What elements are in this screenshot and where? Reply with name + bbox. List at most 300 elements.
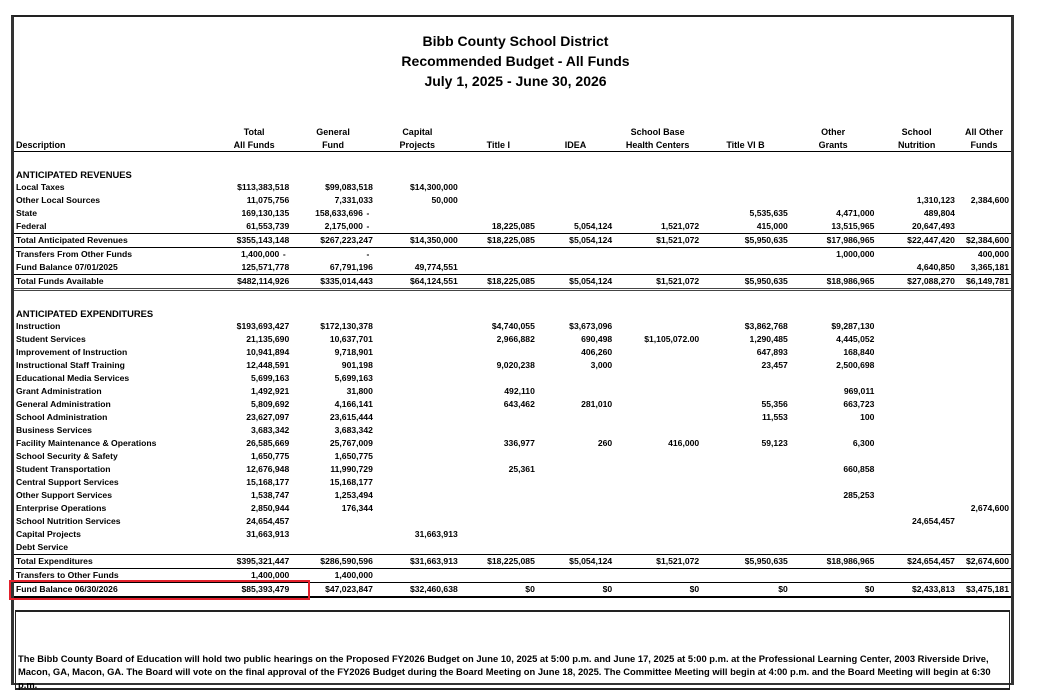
cell-value [876,220,957,234]
cell-value [537,346,614,359]
expenditure-row [14,450,1011,463]
cell-value [701,333,790,346]
cell-value [614,385,701,398]
row-label: Other Local Sources [16,195,101,205]
amount: $18,225,085 [487,556,535,566]
cell-value [375,424,460,437]
amount: 1,000,000 [836,249,875,259]
amount: 24,654,457 [246,516,290,526]
row-label: Enterprise Operations [16,503,107,513]
row-label: Transfers From Other Funds [14,248,217,262]
cell-value [790,476,877,489]
cell-value [957,320,1011,333]
cell-value [537,541,614,555]
column-header: Nutrition [897,140,936,150]
column-header-top: Capital [402,127,433,137]
cell-value [614,555,701,569]
cell-value [790,489,877,502]
cell-value [291,181,375,194]
amount: 1,521,072 [660,221,700,231]
cell-value [460,207,537,220]
amount: 492,110 [504,386,535,396]
cell-value [876,385,957,398]
amount: $31,663,913 [409,556,458,566]
cell-value [460,463,537,476]
amount: 2,500,698 [836,360,875,370]
cell-value [460,333,537,346]
amount: 400,000 [977,249,1009,259]
cell-value [375,541,460,555]
row-label: Improvement of Instruction [16,347,128,357]
amount: 15,168,177 [329,477,373,487]
cell-value [876,333,957,346]
cell-value [701,528,790,541]
expenditure-row [14,411,1011,424]
cell-value [790,411,877,424]
cell-value [790,248,877,262]
cell-value [375,437,460,450]
amount: $5,950,635 [744,235,788,245]
amount: 25,767,009 [329,438,373,448]
cell-value [291,275,375,290]
expenditure-row [14,333,1011,346]
amount: 11,553 [761,412,788,422]
amount: 10,941,894 [246,347,290,357]
column-header: Title VI B [726,140,765,150]
amount: 336,977 [503,438,535,448]
cell-value [876,275,957,290]
cell-value [217,261,291,275]
cell-value [957,583,1011,598]
cell-value [876,424,957,437]
row-label: Capital Projects [16,529,81,539]
cell-value [291,437,375,450]
cell-value [375,181,460,194]
cell-value [876,569,957,583]
cell-value [217,207,291,220]
amount: 406,260 [581,347,613,357]
amount: $1,521,072 [656,556,700,566]
cell-value [614,194,701,207]
cell-value [217,275,291,290]
amount: 31,800 [346,386,373,396]
amount: $99,083,518 [325,182,373,192]
cell-value [537,248,614,262]
cell-value [291,372,375,385]
cell-value [876,476,957,489]
revenue-row [14,194,1011,207]
column-header: Grants [818,140,848,150]
cell-value [460,275,537,290]
cell-value [701,411,790,424]
amount: $18,225,085 [487,235,535,245]
amount: 21,135,690 [246,334,290,344]
amount: 7,331,033 [334,195,373,205]
budget-table [14,125,1011,598]
cell-value [375,450,460,463]
row-label: Federal [16,221,47,231]
cell-value [460,424,537,437]
row-label: Debt Service [16,542,69,552]
cell-value [614,569,701,583]
cell-value [375,515,460,528]
amount: $335,014,443 [320,276,373,286]
table-header [14,125,1011,152]
cell-value [537,220,614,234]
amount: 3,365,181 [970,262,1009,272]
cell-value [790,181,877,194]
column-header-top [14,125,217,138]
dash-marker: - [282,249,286,259]
amount: 1,400,000 [251,570,290,580]
amount: 3,000 [590,360,613,370]
fund-balance-highlight [9,580,310,601]
cell-value [701,220,790,234]
transfers-in-row [14,248,1011,262]
cell-value [790,220,877,234]
amount: 168,840 [843,347,875,357]
amount: $5,054,124 [569,556,613,566]
expenditure-row [14,528,1011,541]
cell-value [537,234,614,248]
column-header-top: Total [243,127,265,137]
cell-value [291,541,375,555]
row-label: Central Support Services [16,477,119,487]
amount: 1,253,494 [334,490,373,500]
amount: $113,383,518 [237,182,290,192]
cell-value [375,569,460,583]
cell-value [537,437,614,450]
cell-value [614,275,701,290]
amount: 176,344 [341,503,373,513]
cell-value [957,502,1011,515]
amount: 415,000 [756,221,788,231]
cell-value [375,220,460,234]
cell-value [375,346,460,359]
cell-value [701,555,790,569]
cell-value [957,411,1011,424]
cell-value [957,346,1011,359]
cell-value [217,194,291,207]
cell-value [790,359,877,372]
amount: 1,310,123 [916,195,955,205]
expenditure-row [14,476,1011,489]
amount: $172,130,378 [320,321,373,331]
cell-value [291,346,375,359]
cell-value [957,181,1011,194]
row-label: Student Transportation [16,464,111,474]
row-label: Local Taxes [16,182,65,192]
cell-value [217,424,291,437]
amount: 55,356 [761,399,788,409]
amount: 15,168,177 [246,477,290,487]
cell-value [614,424,701,437]
cell-value [790,541,877,555]
cell-value [291,515,375,528]
cell-value [537,476,614,489]
amount: $4,740,055 [491,321,535,331]
cell-value [375,528,460,541]
cell-value [460,569,537,583]
cell-value [375,411,460,424]
cell-value [614,261,701,275]
cell-value [460,437,537,450]
cell-value [537,424,614,437]
cell-value [291,528,375,541]
row-label: Fund Balance 06/30/2026 [14,583,217,598]
cell-value [614,583,701,598]
cell-value [217,515,291,528]
opening-fund-balance-row [14,261,1011,275]
cell-value [537,569,614,583]
expenditure-row [14,437,1011,450]
cell-value [701,194,790,207]
amount: 260 [597,438,613,448]
cell-value [614,541,701,555]
row-label: School Security & Safety [16,451,118,461]
cell-value [876,502,957,515]
total-revenues-row [14,234,1011,248]
total-expenditures-row [14,555,1011,569]
cell-value [790,450,877,463]
cell-value [614,320,701,333]
amount: 13,515,965 [831,221,875,231]
cell-value [957,528,1011,541]
amount: 49,774,551 [414,262,458,272]
cell-value [460,261,537,275]
cell-value [291,359,375,372]
row-label: Business Services [16,425,92,435]
row-label: Total Anticipated Revenues [14,234,217,248]
section-heading: ANTICIPATED EXPENDITURES [16,308,154,319]
cell-value [876,181,957,194]
amount: 2,966,882 [496,334,535,344]
column-header-description: Description [16,140,66,150]
column-header-top: School Base [630,127,685,137]
amount: 1,538,747 [251,490,290,500]
cell-value [375,372,460,385]
cell-value [957,424,1011,437]
cell-value [614,463,701,476]
cell-value [460,346,537,359]
notice-box [15,610,1010,690]
cell-value [291,194,375,207]
cell-value [537,528,614,541]
cell-value [291,450,375,463]
cell-value [217,489,291,502]
amount: $85,393,479 [241,584,290,594]
column-header: Funds [970,140,998,150]
report-header [14,31,1017,91]
cell-value [291,411,375,424]
amount: $2,674,600 [965,556,1009,566]
cell-value [701,372,790,385]
column-header-top: School [901,127,932,137]
cell-value [375,333,460,346]
amount: $32,460,638 [409,584,458,594]
amount: 59,123 [761,438,788,448]
cell-value [957,569,1011,583]
amount: 1,650,775 [251,451,290,461]
expenditure-row [14,502,1011,515]
cell-value [614,502,701,515]
cell-value [701,502,790,515]
cell-value [375,476,460,489]
amount: 5,054,124 [573,221,613,231]
amount: 26,585,669 [246,438,290,448]
cell-value [375,489,460,502]
cell-value [614,234,701,248]
cell-value [957,359,1011,372]
cell-value [375,359,460,372]
amount: 25,361 [508,464,535,474]
row-label: Transfers to Other Funds [14,569,217,583]
cell-value [701,234,790,248]
cell-value [614,346,701,359]
row-label: General Administration [16,399,111,409]
cell-value [876,528,957,541]
cell-value [537,372,614,385]
fiscal-period: July 1, 2025 - June 30, 2026 [424,73,607,89]
cell-value [537,515,614,528]
cell-value [876,207,957,220]
cell-value [701,346,790,359]
cell-value [291,261,375,275]
cell-value [701,320,790,333]
revenue-row [14,220,1011,234]
cell-value [614,450,701,463]
cell-value [537,194,614,207]
row-label: Facility Maintenance & Operations [16,438,157,448]
cell-value [537,502,614,515]
cell-value [614,528,701,541]
cell-value [957,541,1011,555]
amount: 125,571,778 [241,262,290,272]
cell-value [957,220,1011,234]
cell-value [957,398,1011,411]
cell-value [701,359,790,372]
cell-value [291,220,375,234]
cell-value [614,207,701,220]
amount: $47,023,847 [325,584,373,594]
cell-value [217,437,291,450]
amount: 11,990,729 [330,464,373,474]
cell-value [291,385,375,398]
cell-value [537,207,614,220]
amount: $0 [602,584,613,594]
dash-marker: - [366,221,370,231]
cell-value [460,450,537,463]
cell-value [460,555,537,569]
cell-value [957,489,1011,502]
cell-value [876,411,957,424]
cell-value [957,555,1011,569]
cell-value [217,528,291,541]
cell-value [460,583,537,598]
cell-value [790,528,877,541]
amount: 67,791,196 [329,262,373,272]
cell-value [876,463,957,476]
cell-value [460,541,537,555]
cell-value [375,194,460,207]
row-label: Instructional Staff Training [16,360,125,370]
cell-value [790,372,877,385]
cell-value [701,261,790,275]
cell-value [217,450,291,463]
amount: 643,462 [503,399,535,409]
cell-value [790,275,877,290]
cell-value [701,385,790,398]
expenditure-row [14,372,1011,385]
cell-value [876,555,957,569]
cell-value [460,385,537,398]
cell-value [957,476,1011,489]
cell-value [701,515,790,528]
row-label: Total Funds Available [14,275,217,290]
amount: $286,590,596 [320,556,373,566]
cell-value [701,437,790,450]
amount: $355,143,148 [236,235,290,245]
cell-value [876,450,957,463]
cell-value [790,207,877,220]
cell-value [701,489,790,502]
amount: 31,663,913 [414,529,458,539]
column-header: Fund [322,140,345,150]
cell-value [291,398,375,411]
amount: 4,471,000 [836,208,875,218]
cell-value [217,220,291,234]
cell-value [790,583,877,598]
amount: 100 [860,412,875,422]
amount: 158,633,696 [315,208,363,218]
cell-value [614,181,701,194]
cell-value [876,346,957,359]
amount: 50,000 [431,195,458,205]
amount: 5,699,163 [251,373,290,383]
cell-value [291,207,375,220]
dash-marker: - [366,249,370,259]
cell-value [957,515,1011,528]
cell-value [460,398,537,411]
amount: 5,809,692 [251,399,290,409]
cell-value [460,515,537,528]
cell-value [291,333,375,346]
cell-value [790,424,877,437]
cell-value [217,372,291,385]
cell-value [537,398,614,411]
revenue-row [14,207,1011,220]
cell-value [217,181,291,194]
amount: 5,699,163 [334,373,373,383]
expenditure-row [14,515,1011,528]
amount: $24,654,457 [907,556,955,566]
amount: 11,075,756 [246,195,290,205]
cell-value [460,320,537,333]
amount: 1,400,000 [334,570,373,580]
column-header-top [537,125,614,138]
expenditure-row [14,463,1011,476]
cell-value [217,411,291,424]
amount: 1,650,775 [334,451,373,461]
amount: 9,718,901 [334,347,373,357]
cell-value [790,346,877,359]
cell-value [537,450,614,463]
amount: 285,253 [843,490,875,500]
cell-value [217,385,291,398]
amount: $18,986,965 [826,276,875,286]
cell-value [291,320,375,333]
cell-value [790,555,877,569]
